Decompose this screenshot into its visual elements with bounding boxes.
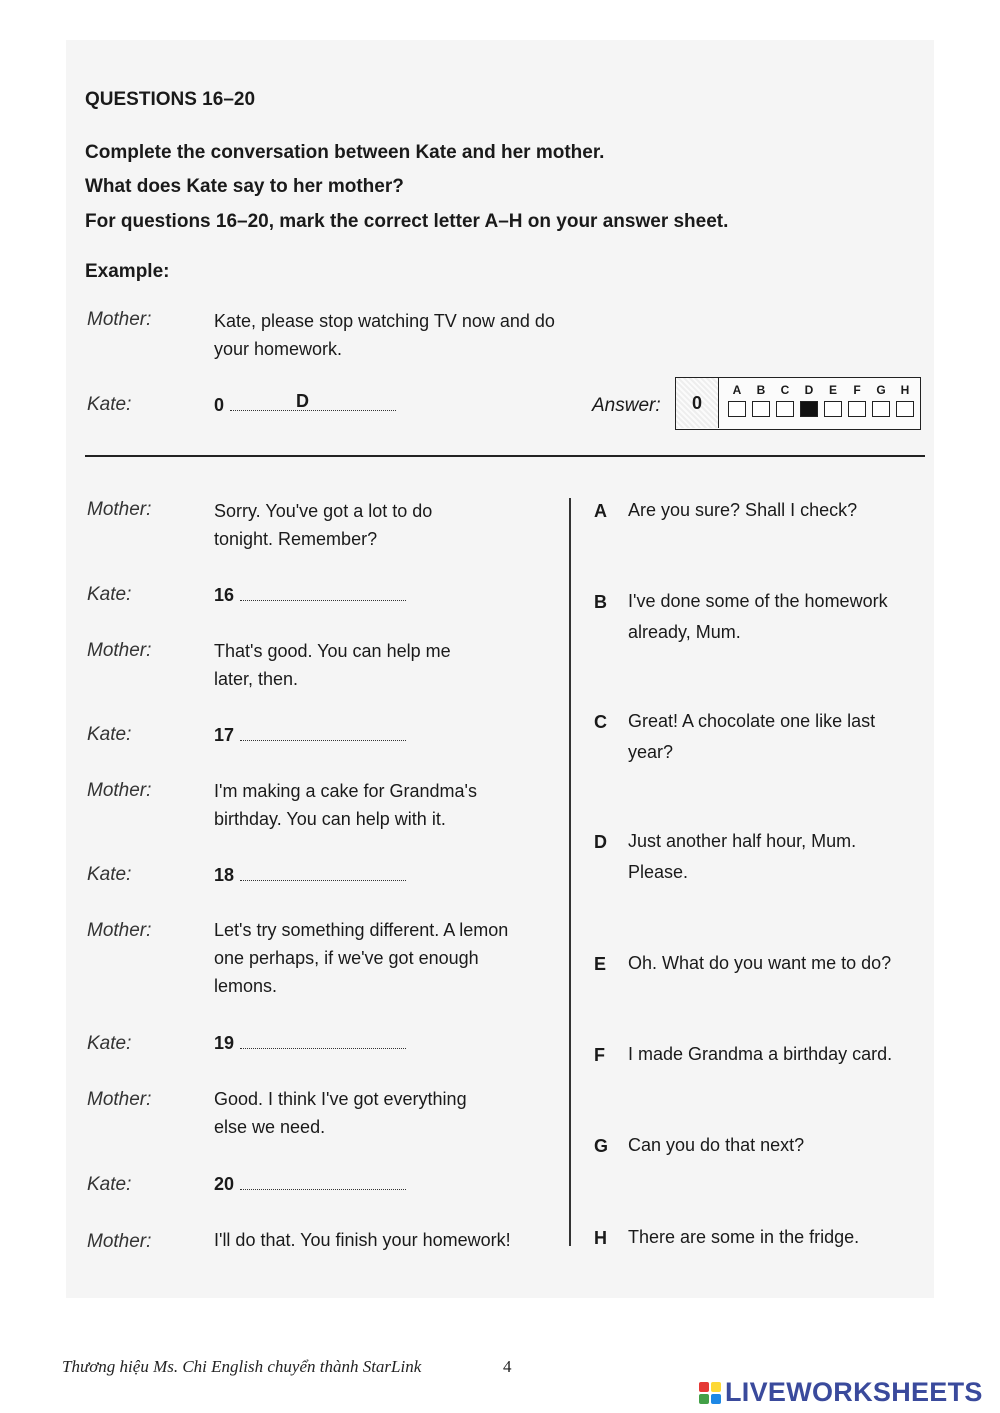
dialogue-line: Good. I think I've got everything xyxy=(214,1089,467,1109)
speaker-label: Mother: xyxy=(87,309,152,330)
speaker-label: Kate: xyxy=(87,864,132,885)
answer-blank-19[interactable] xyxy=(214,1033,406,1054)
answer-option-box xyxy=(776,401,794,417)
option-letter: H xyxy=(594,1228,607,1248)
answer-option xyxy=(751,383,771,417)
answer-option-letter: H xyxy=(900,383,910,397)
dialogue-line: I'm making a cake for Grandma's xyxy=(214,781,477,801)
answer-option xyxy=(727,383,747,417)
blank-line xyxy=(240,597,406,601)
blank-line xyxy=(240,877,406,881)
answer-option xyxy=(895,383,915,417)
divider xyxy=(85,455,925,457)
question-number: 20 xyxy=(214,1174,235,1194)
answer-option-box xyxy=(872,401,890,417)
answer-blank-18[interactable] xyxy=(214,865,406,886)
answer-option xyxy=(823,383,843,417)
answer-option-letter: F xyxy=(853,383,861,397)
answer-option xyxy=(799,383,819,417)
footer-text: Thương hiệu Ms. Chi English chuyển thành StarLink xyxy=(62,1357,422,1376)
answer-blank-20[interactable] xyxy=(214,1174,406,1195)
instruction-line-2: What does Kate say to her mother? xyxy=(85,176,404,197)
option-text: There are some in the fridge. xyxy=(628,1227,860,1247)
speaker-label: Mother: xyxy=(87,499,152,520)
dialogue-line: lemons. xyxy=(214,976,278,996)
option-text: Please. xyxy=(628,862,689,882)
dialogue-line: Sorry. You've got a lot to do xyxy=(214,501,433,521)
answer-option xyxy=(847,383,867,417)
instruction-line-1: Complete the conversation between Kate and her mother. xyxy=(85,142,605,163)
option-letter: E xyxy=(594,954,607,974)
speaker-label: Mother: xyxy=(87,780,152,801)
blank-line xyxy=(240,1186,406,1190)
answer-option-box xyxy=(848,401,866,417)
page-number: 4 xyxy=(503,1357,512,1376)
answer-option xyxy=(871,383,891,417)
speaker-label: Mother: xyxy=(87,640,152,661)
option-letter: C xyxy=(594,712,607,732)
option-text: Can you do that next? xyxy=(628,1135,805,1155)
speaker-label: Kate: xyxy=(87,584,132,605)
answer-option-letter: A xyxy=(732,383,742,397)
speaker-label: Mother: xyxy=(87,1231,152,1252)
dialogue-line: That's good. You can help me xyxy=(214,641,451,661)
option-letter: F xyxy=(594,1045,605,1065)
answer-option-box xyxy=(896,401,914,417)
question-number: 16 xyxy=(214,585,235,605)
option-text: Are you sure? Shall I check? xyxy=(628,500,858,520)
option-text: Oh. What do you want me to do? xyxy=(628,953,892,973)
example-label: Example: xyxy=(85,261,170,282)
dialogue-line: I'll do that. You finish your homework! xyxy=(214,1230,511,1250)
blank-line xyxy=(240,1045,406,1049)
option-text: I made Grandma a birthday card. xyxy=(628,1044,893,1064)
option-text: Just another half hour, Mum. xyxy=(628,831,857,851)
question-number: 0 xyxy=(214,395,225,415)
answer-number: 0 xyxy=(676,378,719,428)
speaker-label: Kate: xyxy=(87,724,132,745)
answer-option-box xyxy=(800,401,818,417)
answer-option-letter: E xyxy=(828,383,837,397)
dialogue-line: Kate, please stop watching TV now and do xyxy=(214,311,555,331)
dialogue-line: Let's try something different. A lemon xyxy=(214,920,509,940)
section-heading: QUESTIONS 16–20 xyxy=(85,89,256,110)
dialogue-line: birthday. You can help with it. xyxy=(214,809,446,829)
answer-option xyxy=(775,383,795,417)
dialogue-line: one perhaps, if we've got enough xyxy=(214,948,479,968)
answer-option-letter: B xyxy=(756,383,766,397)
answer-option-box xyxy=(752,401,770,417)
option-text: Great! A chocolate one like last xyxy=(628,711,876,731)
answer-option-letter: C xyxy=(780,383,790,397)
logo-square xyxy=(711,1394,721,1404)
dialogue-line: tonight. Remember? xyxy=(214,529,378,549)
answer-blank-16[interactable] xyxy=(214,585,406,606)
option-text: year? xyxy=(628,742,674,762)
speaker-label: Kate: xyxy=(87,1174,132,1195)
instruction-line-3: For questions 16–20, mark the correct letter A–H on your answer sheet. xyxy=(85,211,729,232)
question-number: 19 xyxy=(214,1033,235,1053)
column-divider xyxy=(569,498,571,1246)
question-number: 18 xyxy=(214,865,235,885)
dialogue-line: else we need. xyxy=(214,1117,326,1137)
logo-square xyxy=(699,1394,709,1404)
logo-square xyxy=(699,1382,709,1392)
liveworksheets-logo[interactable] xyxy=(699,1377,983,1408)
answer-option-letter: D xyxy=(804,383,814,397)
option-letter: G xyxy=(594,1136,609,1156)
answer-blank-17[interactable] xyxy=(214,725,406,746)
blank-line xyxy=(240,737,406,741)
example-answer-letter: D xyxy=(296,391,309,411)
dialogue-line: your homework. xyxy=(214,339,343,359)
answer-label: Answer: xyxy=(592,395,661,416)
blank-line xyxy=(230,407,396,411)
dialogue-line: later, then. xyxy=(214,669,299,689)
option-text: already, Mum. xyxy=(628,622,741,642)
speaker-label: Kate: xyxy=(87,394,132,415)
option-letter: A xyxy=(594,501,607,521)
option-letter: D xyxy=(594,832,607,852)
answer-option-letter: G xyxy=(876,383,886,397)
logo-text: LIVEWORKSHEETS xyxy=(725,1377,983,1407)
answer-options xyxy=(727,383,915,417)
speaker-label: Kate: xyxy=(87,1033,132,1054)
answer-option-box xyxy=(824,401,842,417)
speaker-label: Mother: xyxy=(87,1089,152,1110)
answer-option-box xyxy=(728,401,746,417)
option-letter: B xyxy=(594,592,607,612)
question-number: 17 xyxy=(214,725,235,745)
option-text: I've done some of the homework xyxy=(628,591,888,611)
logo-square xyxy=(711,1382,721,1392)
speaker-label: Mother: xyxy=(87,920,152,941)
logo-icon xyxy=(699,1382,721,1404)
answer-sheet-box xyxy=(675,377,921,430)
